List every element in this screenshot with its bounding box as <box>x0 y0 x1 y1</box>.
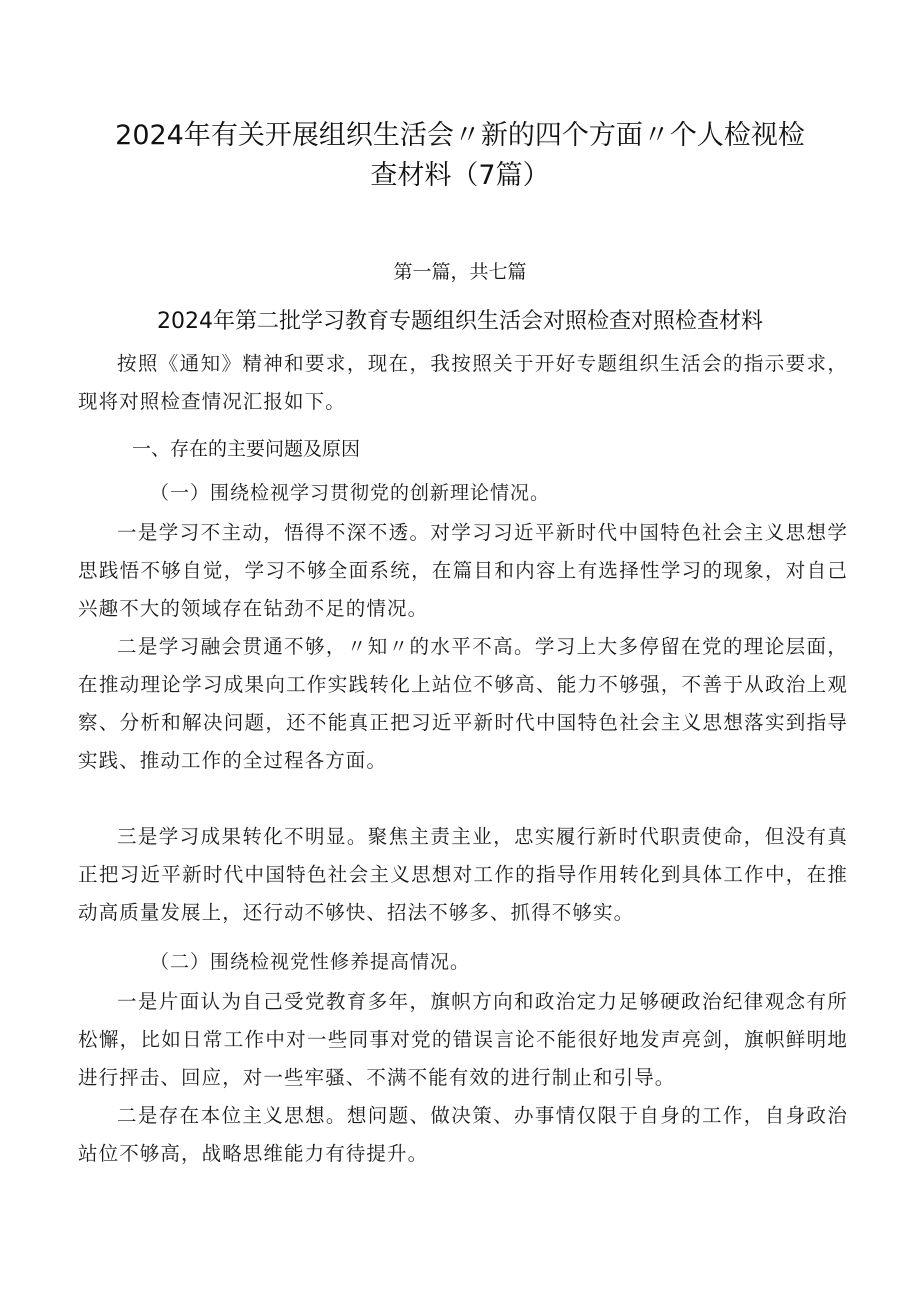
document-title-line-1: 2024年有关开展组织生活会〃新的四个方面〃个人检视检 <box>115 120 805 151</box>
paragraph-departmentalism: 二是存在本位主义思想。想问题、做决策、办事情仅限于自身的工作，自身政治站位不够高，战略思维能力有待提升。 <box>78 1104 848 1165</box>
intro-paragraph: 按照《通知》精神和要求，现在，我按照关于开好专题组织生活会的指示要求，现将对照检查情况汇报如下。 <box>78 352 848 413</box>
paragraph-study-initiative: 一是学习不主动，悟得不深不透。对学习习近平新时代中国特色社会主义思想学思践悟不够自觉，学习不够全面系统，在篇目和内容上有选择性学习的现象，对自己兴趣不大的领域存在钻劲不足的情况。 <box>78 521 848 620</box>
article-subtitle: 2024年第二批学习教育专题组织生活会对照检查对照检查材料 <box>157 309 763 334</box>
paragraph-study-transformation: 三是学习成果转化不明显。聚焦主责主业，忠实履行新时代职责使命，但没有真正把习近平新时代中国特色社会主义思想对工作的指导作用转化到具体工作中，在推动高质量发展上，还行动不够快、招法不够多、抓得不够实。 <box>78 825 848 924</box>
paragraph-study-integration: 二是学习融会贯通不够，〃知〃的水平不高。学习上大多停留在党的理论层面，在推动理论学习成果向工作实践转化上站位不够高、能力不够强，不善于从政治上观察、分析和解决问题，还不能真正把习近平新时代中国特色社会主义思想落实到指导实践、推动工作的全过程各方面。 <box>78 635 848 772</box>
part-label: 第一篇，共七篇 <box>393 261 527 283</box>
subsection-heading-2: （二）围绕检视党性修养提高情况。 <box>150 951 471 973</box>
document-title-line-2: 查材料（7篇） <box>370 160 550 191</box>
section-heading-1: 一、存在的主要问题及原因 <box>132 438 361 460</box>
subsection-heading-1: （一）围绕检视学习贯彻党的创新理论情况。 <box>150 482 551 504</box>
paragraph-party-discipline: 一是片面认为自己受党教育多年，旗帜方向和政治定力足够硬政治纪律观念有所松懈，比如日常工作中对一些同事对党的错误言论不能很好地发声亮剑，旗帜鲜明地进行抨击、回应，对一些牢骚、不满不能有效的进行制止和引导。 <box>78 990 848 1089</box>
